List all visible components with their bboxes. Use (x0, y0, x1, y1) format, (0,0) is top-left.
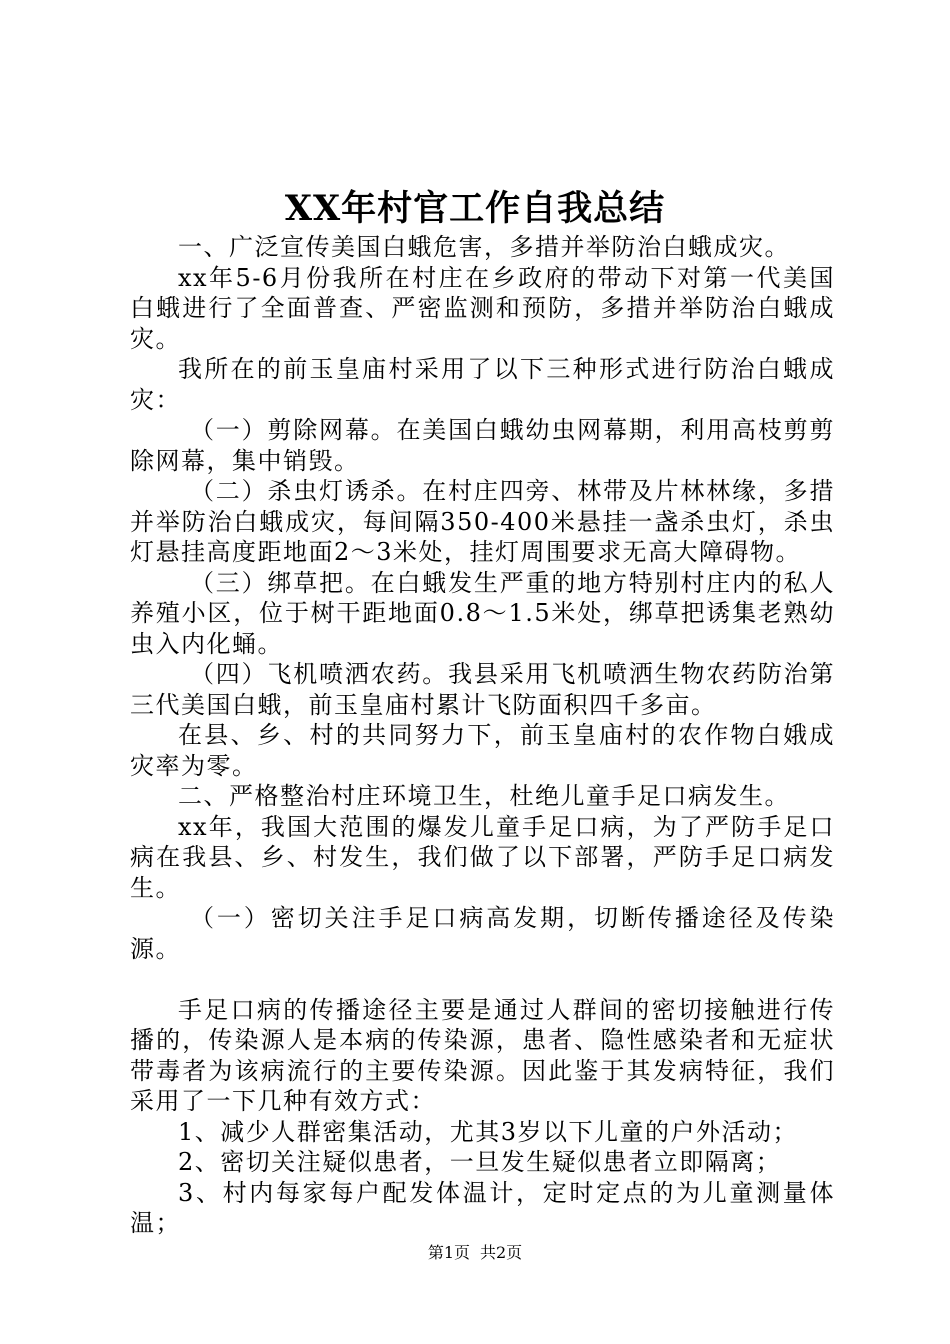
page-number-total: 共2页 (480, 1243, 523, 1262)
list-item: 3、村内每家每户配发体温计，定时定点的为儿童测量体温； (130, 1178, 835, 1237)
body-paragraph: 在县、乡、村的共同努力下，前玉皇庙村的农作物白娥成灾率为零。 (130, 721, 835, 780)
list-item: （一）剪除网幕。在美国白蛾幼虫网幕期，利用高枝剪剪除网幕，集中销毁。 (130, 416, 835, 475)
page-footer (0, 1243, 950, 1263)
body-paragraph: xx年，我国大范围的爆发儿童手足口病，为了严防手足口病在我县、乡、村发生，我们做了以下部署，严防手足口病发生。 (130, 812, 835, 902)
list-item: （三）绑草把。在白蛾发生严重的地方特别村庄内的私人养殖小区，位于树干距地面0.8～1.5米处，绑草把诱集老熟幼虫入内化蛹。 (130, 568, 835, 658)
section-heading: 二、严格整治村庄环境卫生，杜绝儿童手足口病发生。 (178, 782, 790, 810)
body-paragraph: xx年5-6月份我所在村庄在乡政府的带动下对第一代美国白蛾进行了全面普查、严密监测和预防，多措并举防治白蛾成灾。 (130, 263, 835, 353)
body-paragraph: 手足口病的传播途径主要是通过人群间的密切接触进行传播的，传染源人是本病的传染源，患者、隐性感染者和无症状带毒者为该病流行的主要传染源。因此鉴于其发病特征，我们采用了一下几种有效方式： (130, 995, 835, 1115)
document-title: XX年村官工作自我总结 (284, 188, 666, 229)
page-number-current: 第1页 (427, 1243, 470, 1262)
list-item: （二）杀虫灯诱杀。在村庄四旁、林带及片林林缘，多措并举防治白蛾成灾，每间隔350-400米悬挂一盏杀虫灯，杀虫灯悬挂高度距地面2～3米处，挂灯周围要求无高大障碍物。 (130, 477, 835, 566)
body-paragraph: 我所在的前玉皇庙村采用了以下三种形式进行防治白蛾成灾： (130, 355, 835, 414)
list-item: （四）飞机喷洒农药。我县采用飞机喷洒生物农药防治第三代美国白蛾，前玉皇庙村累计飞防面积四千多亩。 (130, 660, 835, 719)
section-heading: 一、广泛宣传美国白蛾危害，多措并举防治白蛾成灾。 (178, 233, 790, 261)
list-item: 1、减少人群密集活动，尤其3岁以下儿童的户外活动； (178, 1117, 799, 1146)
document-body (130, 232, 835, 1239)
list-item: 2、密切关注疑似患者，一旦发生疑似患者立即隔离； (178, 1148, 782, 1176)
list-item: （一）密切关注手足口病高发期，切断传播途径及传染源。 (130, 904, 835, 963)
